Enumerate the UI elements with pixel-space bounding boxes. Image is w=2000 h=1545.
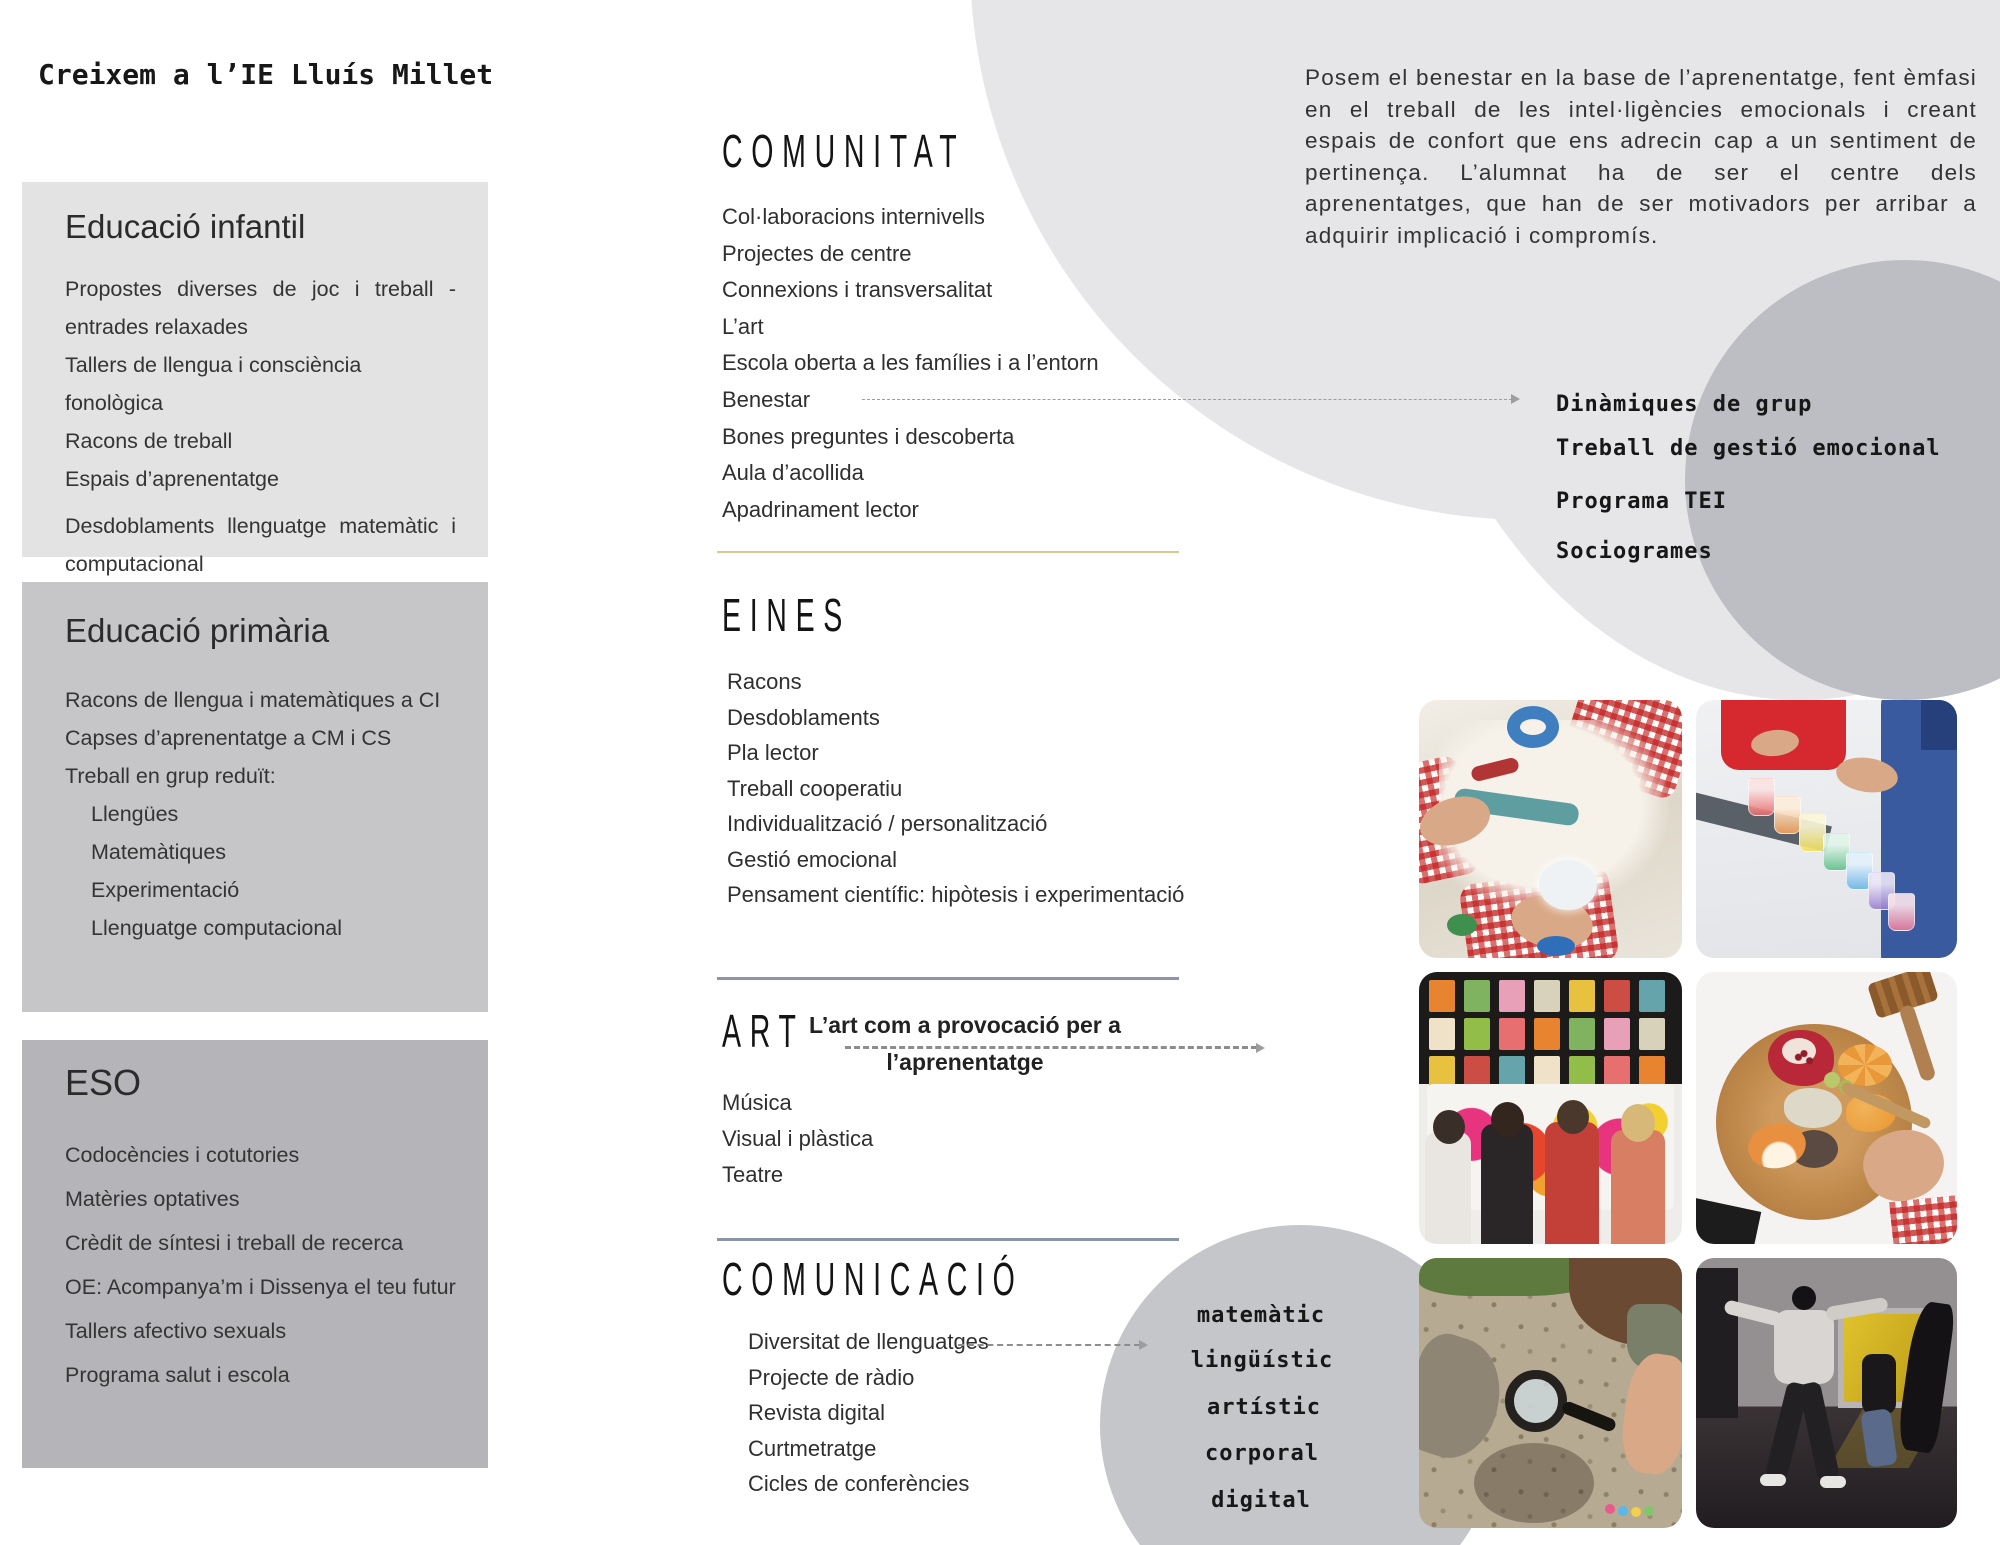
section-title-eines: EINES [722, 589, 851, 641]
photo-dance-in-museum [1696, 1258, 1957, 1528]
list-item: Capses d’aprenentatge a CM i CS [65, 726, 392, 750]
photo-sensory-sand-play [1419, 700, 1682, 958]
list-item: Projecte de ràdio [748, 1364, 915, 1390]
list-item: Experimentació [91, 878, 240, 902]
stage-title-infantil: Educació infantil [65, 208, 306, 245]
list-item: Treball cooperatiu [727, 775, 903, 801]
list-item: Matèries optatives [65, 1187, 240, 1211]
page-title: Creixem a l’IE Lluís Millet [38, 58, 494, 91]
list-item: Connexions i transversalitat [722, 277, 993, 303]
dancer-head [1792, 1286, 1816, 1310]
list-item: Codocències i cotutories [65, 1143, 300, 1167]
section-title-comunicacio: COMUNICACIÓ [722, 1253, 1024, 1305]
list-item: Curtmetratge [748, 1435, 877, 1461]
list-item: Desdoblaments llenguatge matemàtic i computacional [65, 514, 456, 576]
divider-blue-1 [717, 977, 1179, 980]
stage-box-primaria [22, 582, 488, 1012]
list-item: Revista digital [748, 1400, 885, 1425]
list-item: Cicles de conferències [748, 1471, 970, 1496]
language-word: digital [1211, 1488, 1311, 1513]
list-item: Música [722, 1090, 792, 1115]
magnifying-glass-icon [1505, 1370, 1567, 1432]
photo-rainbow-color-cups [1696, 700, 1957, 958]
language-word: artístic [1207, 1395, 1321, 1420]
stage-title-eso: ESO [65, 1062, 142, 1103]
wellbeing-item: Dinàmiques de grup [1556, 392, 1813, 417]
dancer-torso [1774, 1310, 1834, 1384]
child-silhouette [1862, 1354, 1896, 1414]
photo-fruit-tasting-board [1696, 972, 1957, 1244]
list-item: Llengües [91, 802, 179, 826]
cheese-blob [1784, 1088, 1842, 1128]
child-head [1433, 1110, 1465, 1144]
child-head [1621, 1104, 1655, 1142]
list-item: Tallers de llengua i consciència fonològica [65, 353, 362, 415]
blue-toy [1537, 936, 1575, 956]
language-word: matemàtic [1196, 1303, 1326, 1328]
list-item: OE: Acompanya’m i Dissenya el teu futur [65, 1275, 456, 1299]
section-title-comunitat: COMUNITAT [722, 125, 966, 177]
photo-digital-whiteboard-painting [1419, 972, 1682, 1244]
gingham-cloth [1889, 1194, 1957, 1244]
photo-magnifying-glass-exploration [1419, 1258, 1682, 1528]
list-item: Racons de llengua i matemàtiques a CI [65, 688, 441, 712]
section-title-art: ART [722, 1005, 805, 1057]
cup-yellow [1799, 814, 1826, 852]
list-item: Racons de treball [65, 429, 233, 453]
divider-gold [717, 551, 1179, 553]
benestar-arrow [862, 399, 1512, 400]
list-item: Espais d’aprenentatge [65, 467, 279, 491]
children-drawings-grid [1425, 976, 1676, 1080]
child-head [1491, 1102, 1524, 1137]
child-head [1557, 1100, 1589, 1134]
language-word: lingüístic [1190, 1348, 1334, 1373]
divider-blue-2 [717, 1238, 1179, 1241]
llenguatges-arrow [958, 1344, 1140, 1346]
wellbeing-item: Programa TEI [1556, 489, 1727, 514]
cup-orange [1774, 796, 1801, 834]
child-silhouette [1611, 1130, 1665, 1244]
benestar-paragraph: Posem el benestar en la base de l’aprenentatge, fent èmfasi en el treball de les intel·ligències emocionals i creant espais de confort que ens adrecin cap a un sentiment de pertinença. L’alumnat ha de ser el centre dels aprenentatges, que han de ser motivadors per arribar a adquirir implicació i compromís. [1305, 65, 1977, 248]
wooden-mallet-handle [1898, 1004, 1936, 1083]
wellbeing-item: Sociogrames [1556, 539, 1713, 564]
stage-box-eso [22, 1040, 488, 1468]
navy-jacket [1921, 700, 1957, 750]
list-item: Propostes diverses de joc i treball - entrades relaxades [65, 277, 456, 339]
list-item: Tallers afectivo sexuals [65, 1319, 287, 1343]
stage-title-primaria: Educació primària [65, 612, 330, 649]
child-silhouette [1425, 1132, 1471, 1244]
child-silhouette [1704, 1350, 1730, 1430]
blue-toy-ring [1507, 706, 1559, 748]
list-item: Programa salut i escola [65, 1363, 290, 1387]
list-item: Escola oberta a les famílies i a l’entorn [722, 350, 1099, 376]
list-item: Matemàtiques [91, 840, 227, 864]
stage-box-infantil [22, 182, 488, 576]
grape [1824, 1072, 1840, 1088]
art-annotation-line1: L’art com a provocació per a [809, 1012, 1121, 1038]
white-shoe [1760, 1474, 1786, 1486]
table-edge-shadow [1696, 1193, 1761, 1244]
cup-red [1748, 778, 1775, 816]
shadow [1474, 1443, 1594, 1523]
list-item: Apadrinament lector [722, 496, 919, 522]
bead-bracelet [1605, 1504, 1615, 1514]
list-item: Bones preguntes i descoberta [722, 423, 1015, 449]
language-word: corporal [1205, 1441, 1319, 1466]
white-shoe [1820, 1476, 1846, 1488]
list-item: Individualització / personalització [727, 811, 1048, 836]
list-item: Desdoblaments [727, 704, 880, 730]
list-item: Pensament científic: hipòtesis i experimentació [727, 882, 1185, 907]
list-item: Llenguatge computacional [91, 916, 343, 940]
list-item: Crèdit de síntesi i treball de recerca [65, 1231, 404, 1255]
green-toy [1447, 914, 1477, 936]
list-item: Treball en grup reduït: [65, 764, 276, 788]
list-item: Projectes de centre [722, 240, 912, 266]
list-item: Benestar [722, 386, 811, 412]
child-silhouette [1545, 1122, 1599, 1244]
list-item: Gestió emocional [727, 846, 897, 872]
list-item: Visual i plàstica [722, 1126, 874, 1151]
list-item: Diversitat de llenguatges [748, 1329, 989, 1354]
cup-pink [1888, 893, 1915, 931]
wellbeing-item: Treball de gestió emocional [1556, 436, 1941, 461]
art-annotation-line2: l’aprenentatge [886, 1049, 1044, 1075]
list-item: Col·laboracions internivells [722, 204, 985, 229]
list-item: L’art [722, 313, 764, 339]
list-item: Racons [727, 669, 802, 694]
list-item: Aula d’acollida [722, 460, 864, 486]
child-silhouette [1481, 1124, 1533, 1244]
list-item: Pla lector [727, 740, 819, 765]
pomegranate-seeds [1790, 1050, 1818, 1068]
white-foam-ball [1539, 860, 1597, 910]
list-item: Teatre [722, 1162, 784, 1187]
